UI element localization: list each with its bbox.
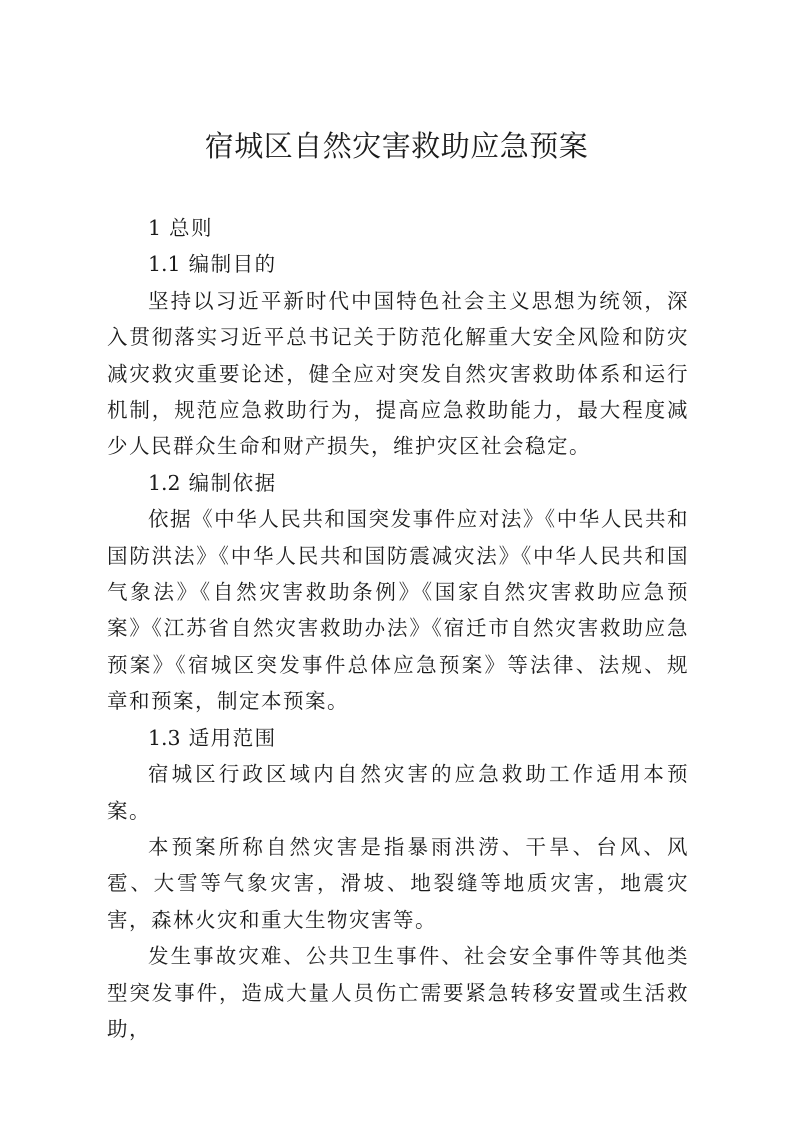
section-heading-1-3	[107, 720, 689, 756]
document-title: 宿城区自然灾害救助应急预案	[204, 129, 589, 163]
section-number: 1	[148, 216, 162, 240]
paragraph-scope-2: 本预案所称自然灾害是指暴雨洪涝、干旱、台风、风雹、大雪等气象灾害，滑坡、地裂缝等地质灾害，地震灾害，森林火灾和重大生物灾害等。	[107, 834, 689, 932]
paragraph-scope-3: 发生事故灾难、公共卫生事件、社会安全事件等其他类型突发事件，造成大量人员伤亡需要紧急转移安置或生活救助，	[107, 944, 689, 1041]
section-title: 编制依据	[188, 470, 277, 495]
paragraph-scope-1: 宿城区行政区域内自然灾害的应急救助工作适用本预案。	[107, 762, 689, 823]
section-number: 1.2	[148, 470, 181, 495]
section-title: 编制目的	[188, 252, 277, 277]
paragraph-basis: 依据《中华人民共和国突发事件应对法》《中华人民共和国防洪法》《中华人民共和国防震减灾法》《中华人民共和国气象法》《自然灾害救助条例》《国家自然灾害救助应急预案》《江苏省自然灾害救助办法》《宿迁市自然灾害救助应急预案》《宿城区突发事件总体应急预案》等法律、法规、规章和预案，制定本预案。	[107, 507, 689, 714]
section-number: 1.3	[148, 725, 181, 750]
section-number: 1.1	[148, 252, 181, 277]
section-title: 适用范围	[188, 725, 277, 750]
section-title: 总则	[169, 216, 214, 240]
section-heading-1-1	[107, 246, 689, 282]
section-heading-1-2	[107, 465, 689, 501]
document-body	[107, 210, 689, 1047]
section-heading-1	[107, 210, 689, 246]
paragraph-purpose: 坚持以习近平新时代中国特色社会主义思想为统领，深入贯彻落实习近平总书记关于防范化解重大安全风险和防灾减灾救灾重要论述，健全应对突发自然灾害救助体系和运行机制，规范应急救助行为，提高应急救助能力，最大程度减少人民群众生命和财产损失，维护灾区社会稳定。	[107, 288, 689, 459]
